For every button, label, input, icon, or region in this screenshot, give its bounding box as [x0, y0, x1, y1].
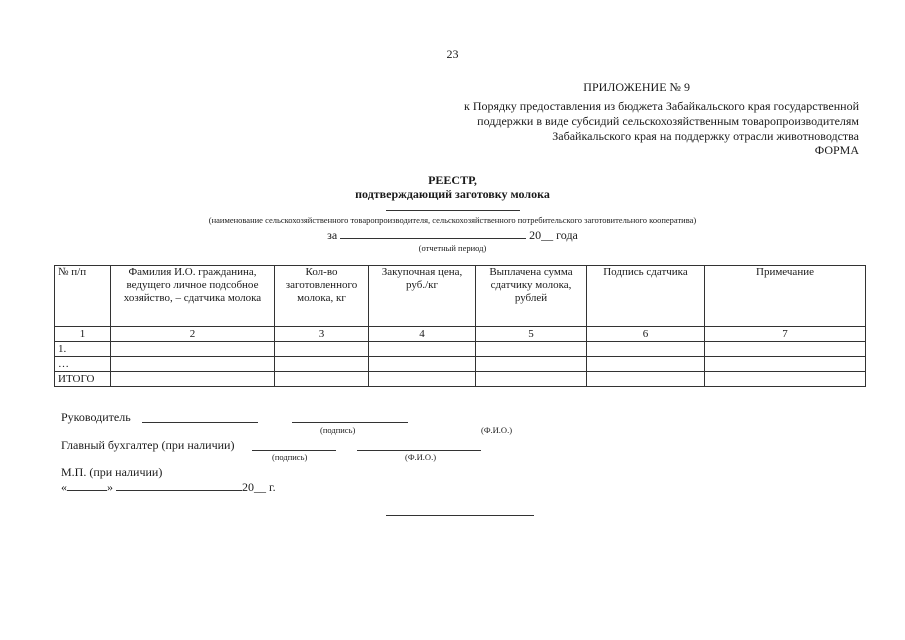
form-label: ФОРМА: [814, 143, 859, 157]
row-label: 1.: [55, 342, 111, 357]
row-label: …: [55, 357, 111, 372]
column-number-row: [55, 327, 866, 342]
header-full-name: Фамилия И.О. гражданина, ведущего личное подсобное хозяйство, – сдатчика молока: [111, 266, 275, 327]
column-number: 4: [369, 327, 476, 342]
appendix-title: ПРИЛОЖЕНИЕ № 9: [583, 80, 690, 94]
producer-name-line: [386, 210, 520, 211]
accountant-signature-hint: (подпись): [272, 452, 308, 462]
header-signature: Подпись сдатчика: [587, 266, 705, 327]
date-close-quote: »: [107, 480, 113, 494]
date-month-blank: [116, 480, 242, 491]
column-number: 5: [476, 327, 587, 342]
reference-line: Забайкальского края на поддержку отрасли животноводства: [552, 129, 859, 143]
row-label: ИТОГО: [55, 372, 111, 387]
table-row: [55, 342, 866, 357]
accountant-name-line: [357, 450, 481, 451]
head-name-hint: (Ф.И.О.): [481, 425, 513, 435]
column-number: 3: [275, 327, 369, 342]
date-day-blank: [67, 480, 107, 491]
header-paid-sum: Выплачена сумма сдатчику молока, рублей: [476, 266, 587, 327]
head-name-line: [292, 422, 408, 423]
head-signature-line: [142, 422, 258, 423]
page-number: 23: [446, 47, 459, 61]
period-hint: (отчетный период): [418, 243, 487, 253]
header-note: Примечание: [705, 266, 866, 327]
head-label: Руководитель: [61, 410, 131, 424]
accountant-signature-line: [252, 450, 336, 451]
date-row: [61, 480, 276, 495]
reference-line: поддержки в виде субсидий сельскохозяйственным товаропроизводителям: [477, 114, 859, 128]
registry-table: [54, 265, 866, 387]
date-year: 20__ г.: [242, 480, 276, 494]
appendix-reference: [464, 99, 859, 144]
table-row-total: [55, 372, 866, 387]
producer-name-hint: (наименование сельскохозяйственного товаропроизводителя, сельскохозяйственного потребительского заготовительного кооператива): [208, 215, 697, 225]
closing-rule: [386, 515, 534, 516]
period-prefix: за: [327, 228, 338, 242]
period-blank: [340, 228, 526, 239]
period-suffix: года: [556, 228, 578, 242]
date-open-quote: «: [61, 480, 67, 494]
period-year: 20__: [529, 228, 554, 242]
table-header-row: [55, 266, 866, 327]
header-price: Закупочная цена, руб./кг: [369, 266, 476, 327]
column-number: 7: [705, 327, 866, 342]
head-signature-hint: (подпись): [320, 425, 356, 435]
accountant-name-hint: (Ф.И.О.): [405, 452, 437, 462]
accountant-label: Главный бухгалтер (при наличии): [61, 438, 235, 452]
table-row: [55, 357, 866, 372]
document-title: РЕЕСТР,: [428, 173, 477, 187]
header-number: № п/п: [55, 266, 111, 327]
period-row: [0, 228, 905, 243]
stamp-label: М.П. (при наличии): [61, 465, 163, 479]
column-number: 2: [111, 327, 275, 342]
column-number: 1: [55, 327, 111, 342]
header-quantity: Кол-во заготовленного молока, кг: [275, 266, 369, 327]
reference-line: к Порядку предоставления из бюджета Забайкальского края государственной: [463, 99, 859, 113]
document-subtitle: подтверждающий заготовку молока: [355, 187, 550, 201]
column-number: 6: [587, 327, 705, 342]
